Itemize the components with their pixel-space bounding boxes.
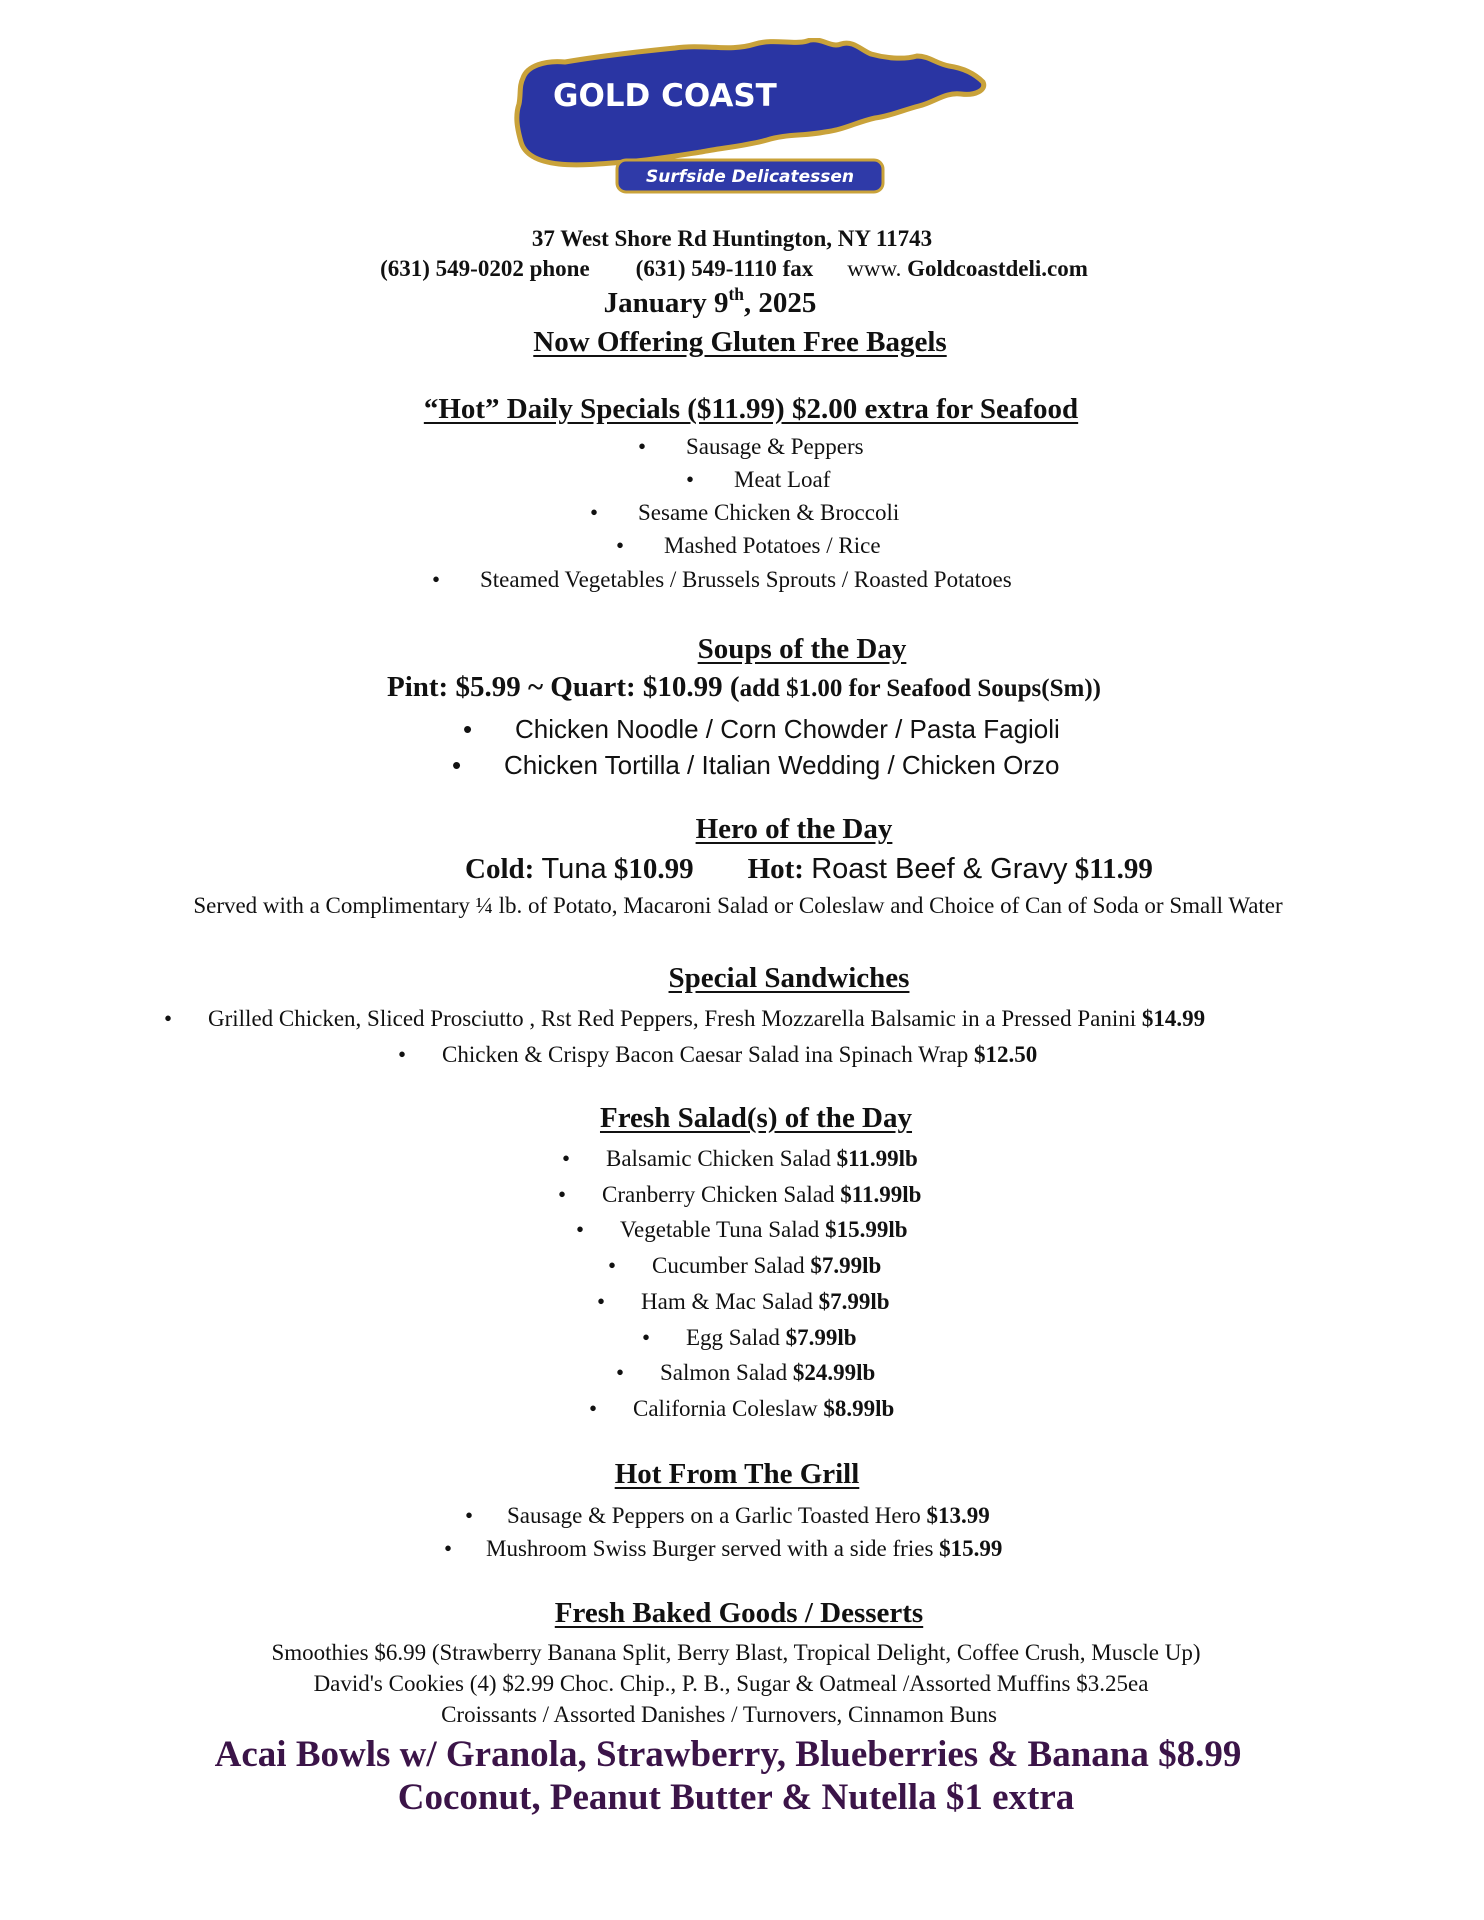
item-text: Sesame Chicken & Broccoli	[638, 500, 900, 525]
sandwiches-heading: Special Sandwiches	[668, 962, 910, 994]
address: 37 West Shore Rd Huntington, NY 11743	[531, 226, 933, 251]
gold-coast-logo	[505, 38, 995, 196]
fax-number: (631) 549-1110 fax	[635, 256, 814, 281]
baked-line: Smoothies $6.99 (Strawberry Banana Split, Berry Blast, Tropical Delight, Coffee Crush, Muscle Up)	[271, 1640, 1201, 1665]
list-item: • Meat Loaf	[686, 467, 831, 492]
hero-hot-item: Roast Beef & Gravy	[811, 853, 1068, 885]
baked-line: Croissants / Assorted Danishes / Turnovers, Cinnamon Buns	[441, 1702, 997, 1727]
acai-extras-promo: Coconut, Peanut Butter & Nutella $1 extra	[397, 1777, 1075, 1818]
item-price: $8.99lb	[823, 1396, 895, 1421]
item-text: Grilled Chicken, Sliced Prosciutto , Rst Red Peppers, Fresh Mozzarella Balsamic in a Pressed Panini	[208, 1006, 1137, 1031]
list-item: • Sausage & Peppers	[638, 434, 864, 459]
list-item: • Chicken Tortilla / Italian Wedding / Chicken Orzo	[452, 750, 1060, 780]
hero-hot-label: Hot:	[747, 853, 804, 885]
list-item: • Salmon Salad $24.99lb	[616, 1360, 876, 1385]
hero-cold-label: Cold:	[465, 853, 535, 885]
list-item: • Chicken Noodle / Corn Chowder / Pasta Fagioli	[463, 714, 1060, 744]
salads-heading: Fresh Salad(s) of the Day	[599, 1102, 913, 1134]
item-text: California Coleslaw	[633, 1396, 818, 1421]
logo-name-text: GOLD COAST	[553, 78, 777, 114]
item-text: Mashed Potatoes / Rice	[664, 533, 881, 558]
item-price: $13.99	[926, 1503, 990, 1528]
item-text: Steamed Vegetables / Brussels Sprouts / Roasted Potatoes	[480, 567, 1012, 592]
acai-bowls-promo: Acai Bowls w/ Granola, Strawberry, Blueberries & Banana $8.99	[214, 1734, 1242, 1775]
date-month-day: January 9	[603, 287, 729, 319]
item-price: $11.99lb	[840, 1182, 922, 1207]
contact-line	[0, 256, 1476, 282]
item-text: Chicken & Crispy Bacon Caesar Salad ina Spinach Wrap	[442, 1042, 969, 1067]
hero-hot-price: $11.99	[1074, 853, 1153, 885]
list-item: • Grilled Chicken, Sliced Prosciutto , Rst Red Peppers, Fresh Mozzarella Balsamic in a Pressed Panini $14.99	[164, 1006, 1206, 1031]
item-text: Ham & Mac Salad	[641, 1289, 813, 1314]
baked-heading: Fresh Baked Goods / Desserts	[554, 1597, 924, 1629]
baked-line: David's Cookies (4) $2.99 Choc. Chip., P. B., Sugar & Oatmeal /Assorted Muffins $3.25ea	[313, 1671, 1149, 1696]
hero-offers	[465, 853, 1153, 886]
list-item: • Steamed Vegetables / Brussels Sprouts / Roasted Potatoes	[432, 567, 1012, 592]
soup-price-note: add $1.00 for Seafood Soups(Sm))	[739, 675, 1101, 702]
item-text: Meat Loaf	[734, 467, 831, 492]
hot-specials-heading: “Hot” Daily Specials ($11.99) $2.00 extra for Seafood	[423, 393, 1079, 425]
item-text: Sausage & Peppers on a Garlic Toasted Hero	[507, 1503, 921, 1528]
hero-served-with: Served with a Complimentary ¼ lb. of Potato, Macaroni Salad or Coleslaw and Choice of Can of Soda or Small Water	[193, 893, 1283, 918]
web-prefix: www.	[847, 256, 902, 281]
phone-number: (631) 549-0202 phone	[380, 256, 590, 281]
list-item: • Vegetable Tuna Salad $15.99lb	[576, 1217, 908, 1242]
hero-cold-item: Tuna	[541, 853, 607, 885]
soup-prices	[2, 671, 1484, 704]
logo-tagline-text: Surfside Delicatessen	[645, 167, 855, 187]
soup-price-main: Pint: $5.99 ~ Quart: $10.99 (	[387, 671, 740, 703]
item-price: $11.99lb	[836, 1146, 918, 1171]
item-text: Vegetable Tuna Salad	[620, 1217, 820, 1242]
item-text: Chicken Noodle / Corn Chowder / Pasta Fagioli	[515, 714, 1060, 744]
item-price: $15.99lb	[825, 1217, 908, 1242]
hero-heading: Hero of the Day	[695, 813, 893, 845]
item-text: Chicken Tortilla / Italian Wedding / Chicken Orzo	[504, 750, 1060, 780]
date-year: , 2025	[743, 287, 817, 319]
website-link[interactable]: Goldcoastdeli.com	[907, 256, 1088, 281]
list-item: • California Coleslaw $8.99lb	[589, 1396, 895, 1421]
item-text: Salmon Salad	[660, 1360, 788, 1385]
list-item: • Chicken & Crispy Bacon Caesar Salad ina Spinach Wrap $12.50	[398, 1042, 1038, 1067]
soups-heading: Soups of the Day	[697, 633, 907, 665]
item-text: Mushroom Swiss Burger served with a side fries	[486, 1536, 934, 1561]
item-price: $24.99lb	[792, 1360, 876, 1385]
item-price: $12.50	[974, 1042, 1038, 1067]
item-price: $7.99lb	[818, 1289, 890, 1314]
list-item: • Mushroom Swiss Burger served with a side fries $15.99	[444, 1536, 1003, 1561]
item-price: $14.99	[1141, 1006, 1206, 1031]
list-item: • Sausage & Peppers on a Garlic Toasted Hero $13.99	[465, 1503, 990, 1528]
date-suffix: th	[728, 283, 744, 304]
list-item: • Sesame Chicken & Broccoli	[590, 500, 900, 525]
item-text: Egg Salad	[686, 1325, 780, 1350]
item-text: Balsamic Chicken Salad	[606, 1146, 831, 1171]
list-item: • Cranberry Chicken Salad $11.99lb	[558, 1182, 922, 1207]
grill-heading: Hot From The Grill	[614, 1458, 860, 1490]
hero-cold-price: $10.99	[613, 853, 694, 885]
list-item: • Ham & Mac Salad $7.99lb	[597, 1289, 890, 1314]
item-text: Cucumber Salad	[652, 1253, 805, 1278]
list-item: • Balsamic Chicken Salad $11.99lb	[562, 1146, 918, 1171]
item-price: $7.99lb	[810, 1253, 882, 1278]
list-item: • Egg Salad $7.99lb	[642, 1325, 857, 1350]
gluten-free-announcement: Now Offering Gluten Free Bagels	[533, 326, 947, 358]
list-item: • Cucumber Salad $7.99lb	[608, 1253, 882, 1278]
item-price: $15.99	[939, 1536, 1003, 1561]
item-text: Cranberry Chicken Salad	[602, 1182, 835, 1207]
menu-date	[0, 283, 1452, 320]
list-item: • Mashed Potatoes / Rice	[616, 533, 881, 558]
item-text: Sausage & Peppers	[686, 434, 864, 459]
item-price: $7.99lb	[785, 1325, 857, 1350]
